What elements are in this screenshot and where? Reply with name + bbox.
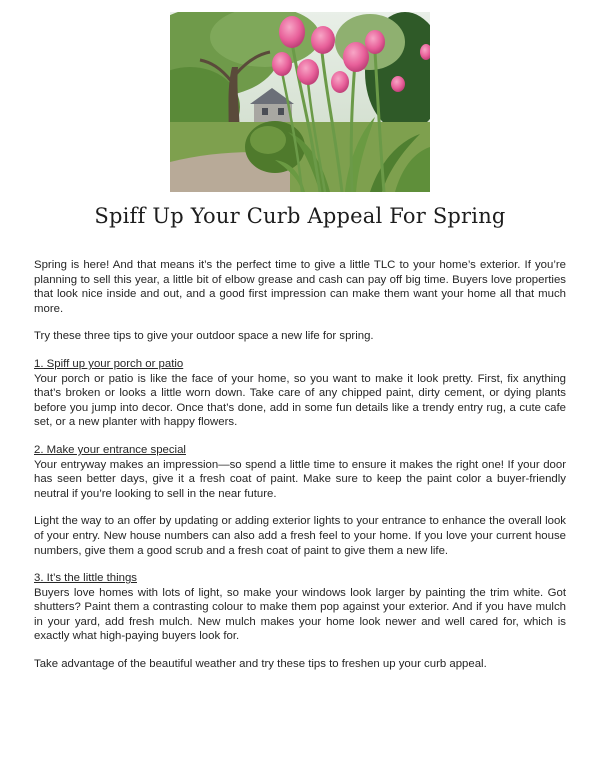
intro-paragraph: Spring is here! And that means it’s the perfect time to give a little TLC to your home’s exterior. If you’re planning to sell this year, a little bit of elbow grease and cash can pay off big time. Buyers love properties that look nice inside and out, and a good first impression can make them want your home all that much more. [34,259,566,315]
section-little-things [34,571,566,644]
lead-in-paragraph: Try these three tips to give your outdoor space a new life for spring. [34,330,374,343]
section-paragraph: Your entryway makes an impression—so spend a little time to ensure it makes the right one! If your door has seen better days, give it a fresh coat of paint. Make sure to keep the paint color a buyer-friendly neutral if you’re looking to sell in the near future. [34,458,566,500]
section-paragraph: Buyers love homes with lots of light, so make your windows look larger by painting the trim white. Got shutters? Paint them a contrasting colour to make them pop against your exterior. And if you have mulch in your yard, add fresh mulch. New mulch makes your home look newer and well cared for, which is exactly what high-paying buyers look for. [34,586,566,643]
hero-photo [170,12,430,192]
closing-paragraph: Take advantage of the beautiful weather and try these tips to freshen up your curb appeal. [34,658,487,671]
section-heading: 1. Spiff up your porch or patio [34,357,184,370]
section-heading: 2. Make your entrance special [34,443,186,456]
tulip-garden-image [170,12,430,192]
section-heading: 3. It’s the little things [34,572,137,585]
section-paragraph: Your porch or patio is like the face of your home, so you want to make it look pretty. First, fix anything that’s broken or looks a little worn down. Take care of any chipped paint, dirty cement, or dying plants before you jump into decor. Once that’s done, add in some fun details like a trendy entry rug, a cute cafe set, or a new planter with happy flowers. [34,372,566,429]
section-entrance [34,443,566,558]
section-paragraph: Light the way to an offer by updating or adding exterior lights to your entrance to enhance the overall look of your entry. New house numbers can also add a fresh feel to your home. If you love your current house numbers, give them a good scrub and a fresh coat of paint to give them a new life. [34,515,566,557]
section-porch-patio [34,357,566,430]
page-title: Spiff Up Your Curb Appeal For Spring [94,204,506,228]
article-body [34,258,566,685]
